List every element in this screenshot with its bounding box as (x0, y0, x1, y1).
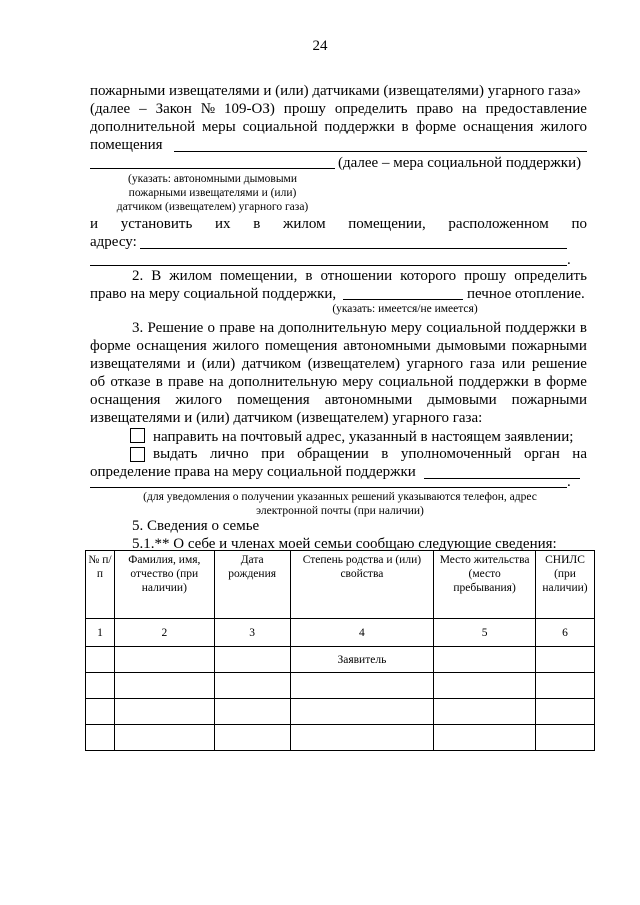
family-heading: 5. Сведения о семье (132, 518, 260, 534)
word: на (462, 101, 477, 117)
item3-line-4 (90, 374, 587, 391)
word: дополнительной (90, 119, 196, 135)
word: извещателями (90, 356, 181, 372)
equipment-note (90, 172, 335, 214)
item3-line-3 (90, 356, 587, 373)
item3-line-6: извещателями и (или) датчиком (извещателем) угарного газа: (90, 410, 483, 426)
table-cell[interactable] (434, 647, 536, 673)
word: определить (514, 268, 587, 284)
table-row (86, 699, 595, 725)
intro-line-5-tail: (далее – мера социальной поддержки) (338, 155, 582, 171)
contact-note-line: электронной почты (при наличии) (256, 505, 424, 517)
word: помещении, (348, 216, 426, 232)
word: (или) (201, 356, 236, 372)
word: Закон (155, 101, 192, 117)
table-row (86, 673, 595, 699)
column-number: 1 (86, 619, 115, 647)
table-cell[interactable] (214, 673, 290, 699)
word: предоставление (485, 101, 587, 117)
word: о (207, 320, 216, 336)
intro-line-2 (90, 101, 587, 118)
word: жилого (175, 392, 223, 408)
word: дополнительную (278, 320, 387, 336)
word: газа (469, 356, 496, 372)
in-person-checkbox[interactable] (130, 447, 145, 462)
contact-note (90, 490, 590, 518)
word: угарного (406, 356, 464, 372)
word: в (305, 268, 313, 284)
stove-heating-note: (указать: имеется/не имеется) (332, 303, 478, 315)
word: на (259, 320, 275, 336)
word: отношении (320, 268, 393, 284)
word: в (401, 119, 409, 135)
table-header-cell: Дата рождения (214, 551, 290, 619)
table-cell[interactable] (434, 673, 536, 699)
word: жилом (283, 216, 326, 232)
table-cell[interactable] (114, 647, 214, 673)
contact-note-line: (для уведомления о получении указанных решений указываются телефон, адрес (143, 491, 537, 503)
table-cell[interactable] (434, 699, 536, 725)
word: поддержки (458, 374, 529, 390)
word: прошу (464, 268, 507, 284)
mail-checkbox[interactable] (130, 428, 145, 443)
address-field-line-1[interactable] (140, 248, 567, 249)
column-number: 2 (114, 619, 214, 647)
word: пожарными (511, 392, 587, 408)
word: на (572, 446, 587, 462)
table-header-cell: СНИЛС (при наличии) (536, 551, 595, 619)
table-cell[interactable] (536, 699, 595, 725)
word: отказе (110, 374, 151, 390)
option-mail (130, 428, 573, 446)
word: № (200, 101, 216, 117)
equipment-note-line: пожарными извещателями и (или) (128, 187, 297, 199)
word: прошу (283, 101, 326, 117)
relation-cell-applicant: Заявитель (290, 647, 434, 673)
item2-line-2-end: печное отопление. (467, 286, 585, 302)
item3-line-1 (132, 320, 587, 337)
word: орган (523, 446, 560, 462)
word: помещения (264, 338, 338, 354)
word: определить (334, 101, 408, 117)
table-cell[interactable] (214, 699, 290, 725)
word: выдать (153, 446, 198, 462)
word: или (501, 356, 526, 372)
table-cell[interactable] (536, 673, 595, 699)
word: по (571, 216, 587, 232)
word: в (381, 446, 389, 462)
table-cell[interactable] (434, 725, 536, 751)
option-mail-label: направить на почтовый адрес, указанный в настоящем заявлении; (153, 429, 574, 445)
word: оснащения (90, 392, 161, 408)
intro-line-3 (90, 119, 587, 136)
option-in-person-label (153, 446, 587, 463)
word: В (151, 268, 162, 284)
equipment-note-line: (указать: автономными дымовыми (127, 173, 297, 185)
word: социальной (426, 320, 502, 336)
table-cell[interactable] (86, 725, 115, 751)
table-header-cell: № п/п (86, 551, 115, 619)
word: установить (120, 216, 193, 232)
table-cell[interactable] (86, 699, 115, 725)
table-cell[interactable] (290, 699, 434, 725)
item3-line-9: определение права на меру социальной поддержки (90, 464, 416, 480)
word: 2. (132, 268, 144, 284)
word: жилого (212, 338, 260, 354)
address-label: адресу: (90, 234, 137, 250)
word: уполномоченный (400, 446, 512, 462)
table-cell[interactable] (214, 725, 290, 751)
table-cell[interactable] (536, 647, 595, 673)
word: меру (390, 320, 422, 336)
word: и (187, 356, 196, 372)
table-row (86, 647, 595, 673)
authority-field-line-1[interactable] (424, 478, 580, 479)
intro-line-4 (90, 137, 163, 154)
word: оснащения (136, 338, 207, 354)
stove-heating-field[interactable] (343, 299, 463, 300)
item2-line-1 (132, 268, 587, 285)
word: жилого (540, 119, 587, 135)
word: Решение (147, 320, 204, 336)
family-table (85, 550, 595, 751)
word: автономными (343, 338, 431, 354)
premises-field-line-1[interactable] (174, 151, 587, 152)
word: поддержки (505, 320, 576, 336)
column-number: 4 (290, 619, 434, 647)
intro-line-6 (90, 216, 587, 233)
word: праве (167, 374, 204, 390)
family-subheading: 5.1.** О себе и членах моей семьи сообщаю следующие сведения: (132, 536, 557, 552)
option-in-person (130, 446, 587, 463)
word: форме (415, 119, 457, 135)
table-cell[interactable] (214, 647, 290, 673)
table-row (86, 725, 595, 751)
authority-period: . (567, 474, 571, 490)
word: на (209, 374, 224, 390)
authority-field-line-2[interactable] (90, 487, 567, 488)
word: (далее (90, 101, 131, 117)
word: (извещателем) (307, 356, 400, 372)
word: форме (90, 338, 131, 354)
table-number-row (86, 619, 595, 647)
word: в (579, 320, 587, 336)
word: и (90, 216, 99, 232)
table-header-row (86, 551, 595, 619)
word: в (533, 374, 542, 390)
word: праве (219, 320, 256, 336)
table-header-cell: Место жительства (место пребывания) (434, 551, 536, 619)
table-header-cell: Фамилия, имя, отчество (при наличии) (114, 551, 214, 619)
table-cell[interactable] (290, 725, 434, 751)
page-number: 24 (312, 38, 328, 54)
word: поддержки (324, 119, 395, 135)
word: автономными (324, 392, 413, 408)
table-cell[interactable] (114, 673, 214, 699)
word: помещения (237, 392, 310, 408)
word: жилом (169, 268, 212, 284)
word: обращении (297, 446, 369, 462)
table-cell[interactable] (86, 673, 115, 699)
column-number: 3 (214, 619, 290, 647)
word: датчиком (241, 356, 302, 372)
word: при (261, 446, 285, 462)
word: социальной (378, 374, 454, 390)
word: дымовыми (436, 338, 506, 354)
word: 109-ОЗ) (224, 101, 275, 117)
intro-line-1: пожарными извещателями и (или) датчиками (извещателями) угарного газа» (90, 83, 581, 99)
word: дополнительную (228, 374, 338, 390)
word: – (139, 101, 147, 117)
equipment-note-line: датчиком (извещателем) угарного газа) (116, 201, 309, 213)
word: форме (546, 374, 587, 390)
table-cell[interactable] (536, 725, 595, 751)
column-number: 6 (536, 619, 595, 647)
table-cell[interactable] (114, 699, 214, 725)
word: расположенном (448, 216, 549, 232)
item3-line-2 (90, 338, 587, 355)
item2-line-2-start: право на меру социальной поддержки, (90, 286, 337, 302)
word: оснащения (463, 119, 534, 135)
word: пожарными (511, 338, 587, 354)
word: меру (342, 374, 374, 390)
address-field-line-2[interactable] (90, 265, 567, 266)
table-cell[interactable] (114, 725, 214, 751)
word: 3. (132, 320, 144, 336)
premises-label: помещения (90, 137, 163, 153)
word: их (215, 216, 231, 232)
word: социальной (242, 119, 318, 135)
premises-field-line-2[interactable] (90, 168, 335, 169)
word: об (90, 374, 106, 390)
table-cell[interactable] (86, 647, 115, 673)
address-period: . (567, 252, 571, 268)
word: в (155, 374, 163, 390)
table-cell[interactable] (290, 673, 434, 699)
word: помещении, (219, 268, 298, 284)
column-number: 5 (434, 619, 536, 647)
word: которого (400, 268, 457, 284)
word: в (253, 216, 261, 232)
word: лично (209, 446, 249, 462)
table-header-cell: Степень родства и (или) свойства (290, 551, 434, 619)
item3-line-5 (90, 392, 587, 409)
word: дымовыми (427, 392, 497, 408)
word: решение (531, 356, 587, 372)
word: меры (202, 119, 236, 135)
word: право (416, 101, 454, 117)
